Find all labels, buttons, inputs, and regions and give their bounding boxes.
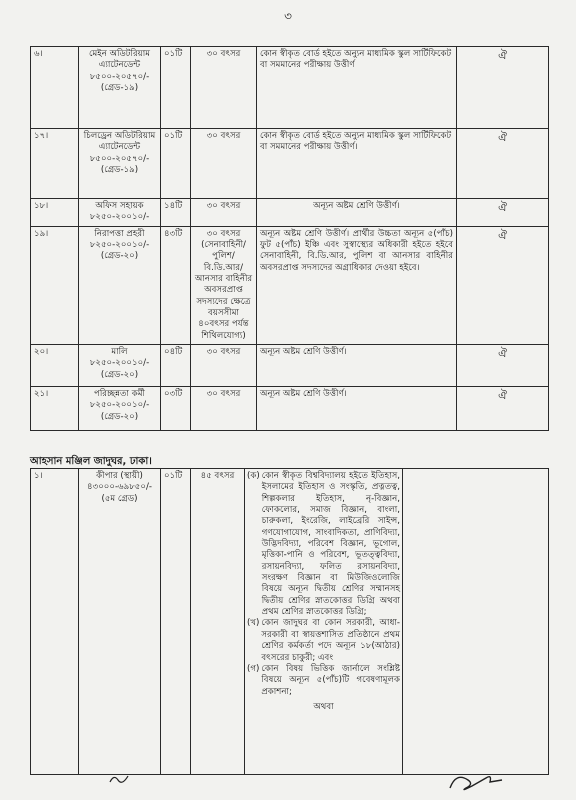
qualification-cell: অন্যূন অষ্টম শ্রেণি উত্তীর্ণ। — [257, 345, 457, 387]
age-cell: ৩০ বৎসর — [191, 129, 257, 199]
post-cell: চিলড্রেন অডিটরিয়াম এ্যাটেনডেন্ট ৮৫০০-২০৫৭০/- (গ্রেড-১৯) — [79, 129, 161, 199]
table-row — [31, 199, 549, 227]
remark-cell: ঐ — [457, 129, 549, 199]
qualification-cell: কোন স্বীকৃত বোর্ড হইতে অন্যুন মাধ্যমিক স্কুল সার্টিফিকেট বা সমমানের পরীক্ষায় উত্তীর্ণ — [257, 47, 457, 129]
serial-cell: ২১। — [31, 387, 79, 431]
remark-cell: ঐ — [457, 387, 549, 431]
qualification-cell: কোন স্বীকৃত বোর্ড হইতে অন্যুন মাধ্যমিক স্কুল সার্টিফিকেট বা সমমানের পরীক্ষায় উত্তীর্ণ। — [257, 129, 457, 199]
count-cell: ০১টি — [161, 47, 191, 129]
remark-cell: ঐ — [457, 345, 549, 387]
remark-cell: ঐ — [457, 47, 549, 129]
qualification-cell — [245, 469, 403, 775]
age-cell: ৩০ বৎসর — [191, 387, 257, 431]
item-text: কোন জাদুঘর বা কোন সরকারী, আধা-সরকারী বা স্বায়ত্তশাসিত প্রতিষ্ঠানে প্রথম শ্রেণির কর্মকর্তা পদে অন্যূন ১৮(আঠার) বৎসরের চাকুরী; এবং — [261, 618, 400, 663]
serial-cell: ১৮। — [31, 199, 79, 227]
age-cell: ৩০ বৎসর — [191, 199, 257, 227]
qualification-item — [247, 618, 400, 663]
table-row — [31, 226, 549, 344]
serial-cell: ১৭। — [31, 129, 79, 199]
table-row — [31, 47, 549, 129]
serial-cell: ৬। — [31, 47, 79, 129]
age-cell: ৩০ বৎসর — [191, 47, 257, 129]
item-text: কোন স্বীকৃত বিশ্ববিদ্যালয় হইতে ইতিহাস, ইসলামের ইতিহাস ও সংস্কৃতি, প্রত্নতত্ব, শিল্পকলার ইতিহাস, নৃ-বিজ্ঞান, ফোকলোর, সমাজ বিজ্ঞান, বাংলা, চারুকলা, ইংরেজি, লাইব্রেরি সাইন্স, গণযোগাযোগ, সাংবাদিকতা, প্রাণিবিদ্যা, উদ্ভিদবিদ্যা, পরিবেশ বিজ্ঞান, ভূগোল, মৃত্তিকা-পানি ও পরিবেশ, ভূতত্ত্ববিদ্যা, রসায়নবিদ্যা, ফলিত রসায়নবিদ্যা, সংরক্ষণ বিজ্ঞান বা মিউজিওলোজি বিষয়ে অন্যূন দ্বিতীয় শ্রেণির সম্মানসহ দ্বিতীয় শ্রেণির স্নাতকোত্তর ডিগ্রি অথবা প্রথম শ্রেণির স্নাতকোত্তর ডিগ্রি; — [261, 471, 400, 618]
signature-icon — [446, 770, 506, 794]
table-row — [31, 387, 549, 431]
post-cell: মেইন অডিটরিয়াম এ্যাটেনডেন্ট ৮৫০০-২০৫৭০/- (গ্রেড-১৯) — [79, 47, 161, 129]
section-title: আহসান মঞ্জিল জাদুঘর, ঢাকা। — [30, 456, 152, 467]
table-row — [31, 345, 549, 387]
page-number: ৩ — [284, 9, 292, 23]
count-cell: ০৪টি — [161, 345, 191, 387]
post-cell: অফিস সহায়ক ৮২৫০-২০০১০/- — [79, 199, 161, 227]
serial-cell: ২০। — [31, 345, 79, 387]
footer-word: অথবা — [313, 701, 334, 712]
count-cell: ০১টি — [161, 129, 191, 199]
item-marker: (গ) — [247, 663, 260, 674]
remark-cell — [403, 469, 549, 775]
post-cell: পরিচ্ছন্নতা কর্মী ৮২৫০-২০০১০/- (গ্রেড-২০) — [79, 387, 161, 431]
remark-cell: ঐ — [457, 226, 549, 344]
table-row — [31, 469, 549, 775]
serial-cell: ১। — [31, 469, 79, 775]
vacancy-table — [30, 46, 549, 431]
post-cell: কীপার (স্থায়ী) ৪৩০০০-৬৯৮৫০/- (৫ম গ্রেড) — [79, 469, 161, 775]
serial-cell: ১৯। — [31, 226, 79, 344]
count-cell: ৪৩টি — [161, 226, 191, 344]
age-cell: ৩০ বৎসর (সেনাবাহিনী/পুলিশ/বি.ডি.আর/আনসার বাহিনীর অবসরপ্রাপ্ত সদস্যদের ক্ষেত্রে বয়সসীমা ৪০বৎসর পর্যন্ত শিথিলযোগ্য) — [191, 226, 257, 344]
item-text: কোন বিষয় ভিত্তিক জার্নালে সংশ্লিষ্ট বিষয়ে অন্যূন ৫(পাঁচ)টি গবেষণামূলক প্রকাশনা; — [261, 663, 400, 697]
qualification-item — [247, 471, 400, 618]
table-row — [31, 129, 549, 199]
item-marker: (ক) — [247, 471, 260, 481]
post-cell: মালি ৮২৫০-২০০১০/- (গ্রেড-২০) — [79, 345, 161, 387]
pen-mark-icon — [108, 772, 130, 786]
count-cell: ০১টি — [161, 469, 191, 775]
qualification-cell: অন্যূন অষ্টম শ্রেণি উত্তীর্ণ। প্রার্থীর উচ্চতা অন্যূন ৫(পাঁচ) ফুট ৫(পাঁচ) ইঞ্চি এবং সুস্বাস্থ্যের অধিকারী হইতে হইবে সেনাবাহিনী, বি.ডি.আর, পুলিশ বা আনসার বাহিনীর অবসরপ্রাপ্ত সদস্যদের অগ্রাধিকার দেওয়া হইবে। — [257, 226, 457, 344]
count-cell: ১৪টি — [161, 199, 191, 227]
qualification-item — [247, 664, 400, 698]
item-marker: (খ) — [247, 618, 260, 629]
qualification-cell: অন্যূন অষ্টম শ্রেণি উত্তীর্ণ। — [257, 199, 457, 227]
count-cell: ০৩টি — [161, 387, 191, 431]
qualification-cell: অন্যূন অষ্টম শ্রেণি উত্তীর্ণ। — [257, 387, 457, 431]
age-cell: ৩০ বৎসর — [191, 345, 257, 387]
keeper-vacancy-table — [30, 468, 549, 775]
post-cell: নিরাপত্তা প্রহরী ৮২৫০-২০০১০/- (গ্রেড-২০) — [79, 226, 161, 344]
remark-cell: ঐ — [457, 199, 549, 227]
age-cell: ৪৫ বৎসর — [191, 469, 245, 775]
